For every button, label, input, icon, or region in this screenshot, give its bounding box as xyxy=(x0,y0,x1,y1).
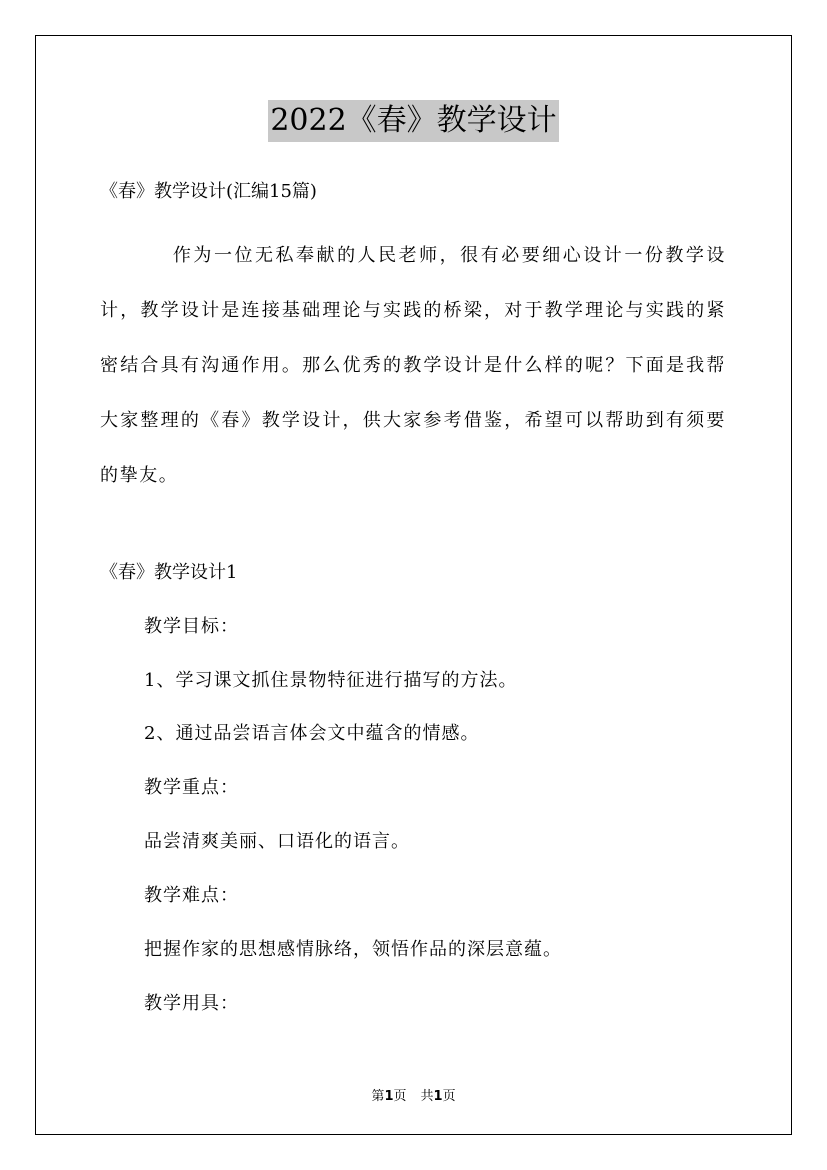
total-prefix: 共 xyxy=(420,1089,434,1104)
current-page-number: 1 xyxy=(384,1089,394,1104)
page-footer xyxy=(0,1085,827,1104)
total-page-number: 1 xyxy=(433,1089,443,1104)
page-prefix: 第 xyxy=(371,1089,385,1104)
objective-item-2: 2、通过品尝语言体会文中蕴含的情感。 xyxy=(144,723,480,744)
document-subtitle: 《春》教学设计(汇编15篇) xyxy=(100,181,317,202)
intro-text: 作为一位无私奉献的人民老师，很有必要细心设计一份教学设计，教学设计是连接基础理论与实践的桥梁，对于教学理论与实践的紧密结合具有沟通作用。那么优秀的教学设计是什么样的呢？下面是我帮大家整理的《春》教学设计，供大家参考借鉴，希望可以帮助到有须要的挚友。 xyxy=(100,245,726,486)
page-mid: 页 xyxy=(393,1089,407,1104)
objective-item-1: 1、学习课文抓住景物特征进行描写的方法。 xyxy=(144,670,518,691)
section-title: 《春》教学设计1 xyxy=(100,562,238,583)
total-suffix: 页 xyxy=(442,1089,456,1104)
intro-paragraph xyxy=(100,228,726,503)
difficulties-text: 把握作家的思想感情脉络，领悟作品的深层意蕴。 xyxy=(144,939,562,960)
teaching-tools-heading: 教学用具： xyxy=(144,993,239,1014)
objectives-heading: 教学目标： xyxy=(144,616,239,637)
key-points-text: 品尝清爽美丽、口语化的语言。 xyxy=(144,831,410,852)
document-title: 2022《春》教学设计 xyxy=(268,100,558,142)
title-container xyxy=(0,100,827,142)
key-points-heading: 教学重点： xyxy=(144,777,239,798)
difficulties-heading: 教学难点： xyxy=(144,885,239,906)
